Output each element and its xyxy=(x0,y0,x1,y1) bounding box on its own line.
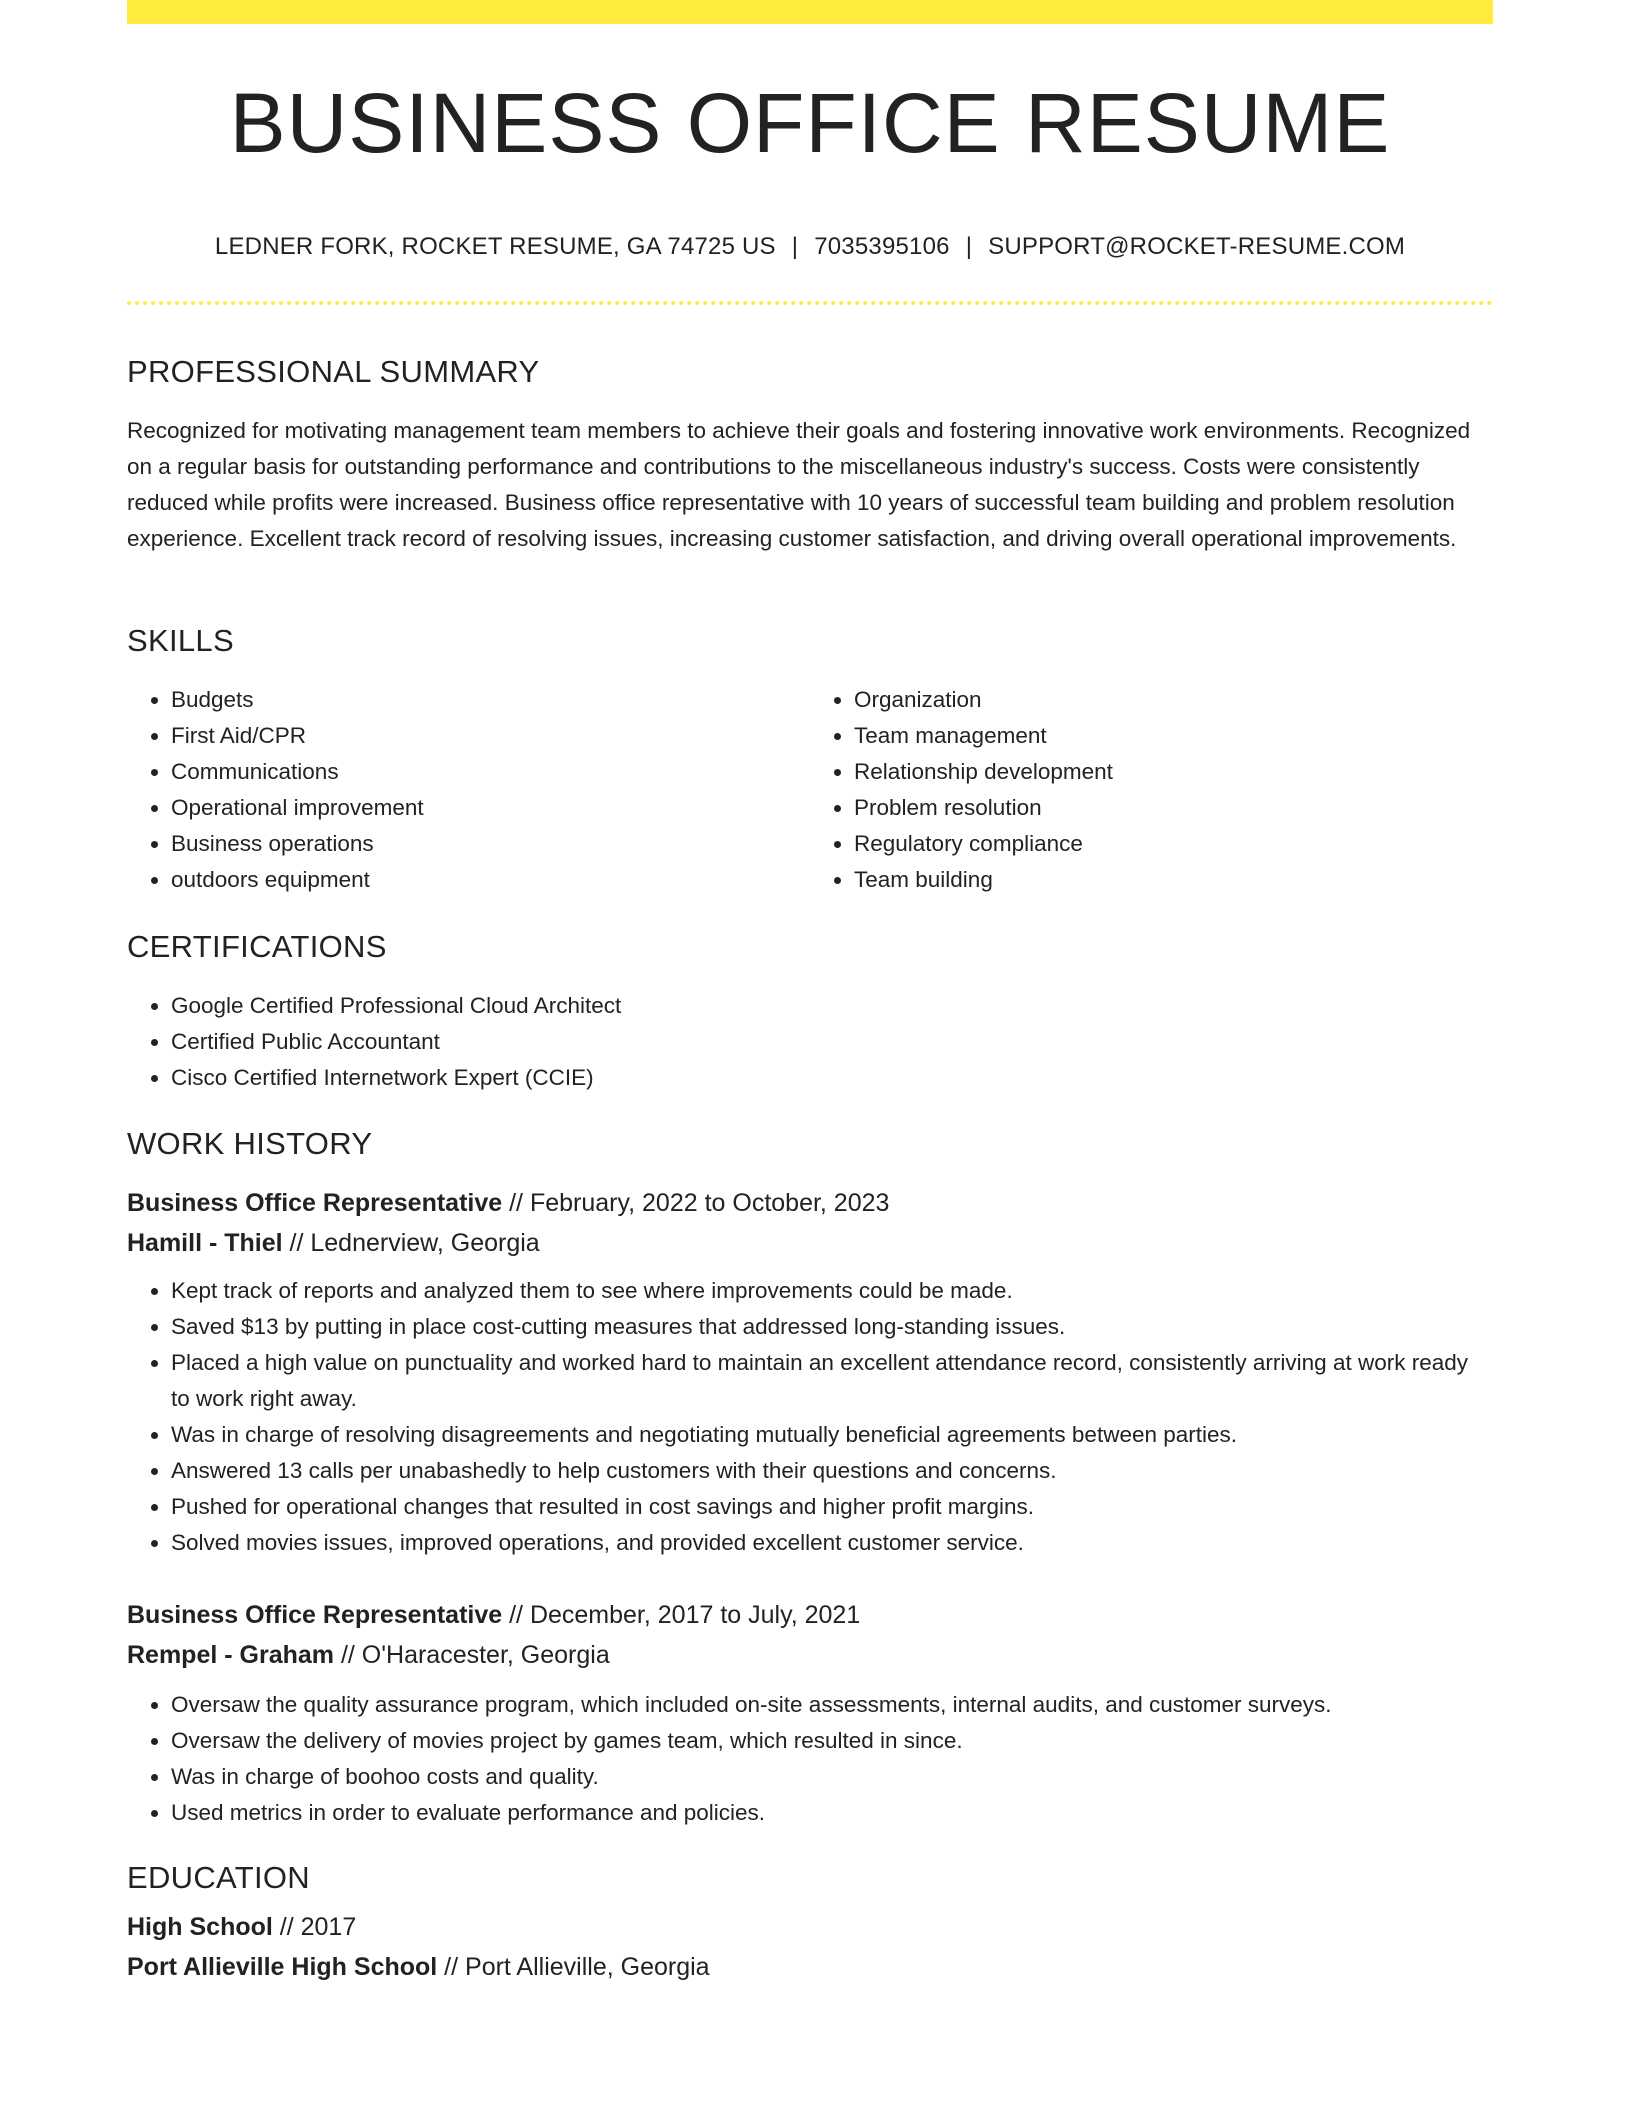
resume-title: BUSINESS OFFICE RESUME xyxy=(229,76,1391,170)
education-school: Port Allieville High School xyxy=(127,1953,438,1981)
summary-section xyxy=(127,356,1493,557)
skill-item: • Relationship development xyxy=(854,754,1493,790)
skills-list-right xyxy=(810,682,1493,898)
skills-heading: SKILLS xyxy=(127,623,234,658)
education-section xyxy=(127,1862,1493,1987)
job-title-line xyxy=(127,1595,1493,1635)
certification-item: • Google Certified Professional Cloud Architect xyxy=(171,988,1493,1024)
job-bullet: • Was in charge of resolving disagreements and negotiating mutually beneficial agreements between parties. xyxy=(171,1417,1493,1453)
job-bullet: • Used metrics in order to evaluate performance and policies. xyxy=(171,1795,1493,1831)
job-bullet: • Was in charge of boohoo costs and quality. xyxy=(171,1759,1493,1795)
skill-item: • Regulatory compliance xyxy=(854,826,1493,862)
education-degree-line xyxy=(127,1907,1493,1947)
summary-heading: PROFESSIONAL SUMMARY xyxy=(127,354,540,389)
resume-page xyxy=(127,0,1493,1981)
summary-text: Recognized for motivating management team members to achieve their goals and fostering innovative work environments. Recognized on a regular basis for outstanding performance and contributions to the miscellaneous industry's success. Costs were consistently reduced while profits were increased. Business office representative with 10 years of successful team building and problem resolution experience. Excellent track record of resolving issues, increasing customer satisfaction, and driving overall operational improvements. xyxy=(127,418,1471,551)
contact-line xyxy=(127,235,1493,259)
contact-email: SUPPORT@ROCKET-RESUME.COM xyxy=(988,233,1406,260)
job-company-line xyxy=(127,1635,1493,1675)
job-company: Rempel - Graham xyxy=(127,1641,335,1669)
job-bullet: • Kept track of reports and analyzed them to see where improvements could be made. xyxy=(171,1273,1493,1309)
job-entry xyxy=(127,1183,1493,1561)
job-title: Business Office Representative xyxy=(127,1601,503,1629)
education-year: // 2017 xyxy=(272,1913,357,1941)
contact-separator: | xyxy=(791,233,799,260)
job-entry xyxy=(127,1595,1493,1831)
education-school-line xyxy=(127,1947,1493,1987)
job-bullet: • Saved $13 by putting in place cost-cutting measures that addressed long-standing issues. xyxy=(171,1309,1493,1345)
skill-item: • Business operations xyxy=(171,826,810,862)
skills-section xyxy=(127,625,1493,898)
skill-item: • Team management xyxy=(854,718,1493,754)
skill-item: • Team building xyxy=(854,862,1493,898)
job-company-line xyxy=(127,1223,1493,1263)
job-dates: // February, 2022 to October, 2023 xyxy=(502,1189,890,1217)
job-bullet: • Oversaw the delivery of movies project by games team, which resulted in since. xyxy=(171,1723,1493,1759)
certifications-heading: CERTIFICATIONS xyxy=(127,929,387,964)
education-location: // Port Allieville, Georgia xyxy=(437,1953,710,1981)
education-degree: High School xyxy=(127,1913,273,1941)
job-bullet: • Answered 13 calls per unabashedly to help customers with their questions and concerns. xyxy=(171,1453,1493,1489)
job-bullets xyxy=(127,1687,1493,1831)
education-entry xyxy=(127,1907,1493,1987)
job-bullet: • Oversaw the quality assurance program, which included on-site assessments, internal audits, and customer surveys. xyxy=(171,1687,1493,1723)
skill-item: • Budgets xyxy=(171,682,810,718)
job-bullets xyxy=(127,1273,1493,1561)
certification-item: • Certified Public Accountant xyxy=(171,1024,1493,1060)
job-bullet: • Solved movies issues, improved operations, and provided excellent customer service. xyxy=(171,1525,1493,1561)
job-title-line xyxy=(127,1183,1493,1223)
job-company: Hamill - Thiel xyxy=(127,1229,283,1257)
job-bullet: • Placed a high value on punctuality and worked hard to maintain an excellent attendance record, consistently arriving at work ready to work right away. xyxy=(171,1345,1493,1417)
contact-separator: | xyxy=(965,233,973,260)
skills-list-left xyxy=(127,682,810,898)
contact-address: LEDNER FORK, ROCKET RESUME, GA 74725 US xyxy=(214,233,776,260)
top-accent-bar xyxy=(127,0,1493,24)
contact-phone: 7035395106 xyxy=(814,233,950,260)
skill-item: • Communications xyxy=(171,754,810,790)
certifications-section xyxy=(127,931,1493,1096)
skill-item: • Operational improvement xyxy=(171,790,810,826)
skill-item: • outdoors equipment xyxy=(171,862,810,898)
certifications-list xyxy=(127,988,1493,1096)
skill-item: • Problem resolution xyxy=(854,790,1493,826)
skill-item: • Organization xyxy=(854,682,1493,718)
job-location: // Lednerview, Georgia xyxy=(282,1229,540,1257)
education-heading: EDUCATION xyxy=(127,1860,310,1895)
job-location: // O'Haracester, Georgia xyxy=(334,1641,610,1669)
work-history-heading: WORK HISTORY xyxy=(127,1126,373,1161)
certification-item: • Cisco Certified Internetwork Expert (CCIE) xyxy=(171,1060,1493,1096)
job-dates: // December, 2017 to July, 2021 xyxy=(502,1601,861,1629)
job-bullet: • Pushed for operational changes that resulted in cost savings and higher profit margins. xyxy=(171,1489,1493,1525)
work-history-section xyxy=(127,1128,1493,1159)
skills-columns xyxy=(127,682,1493,898)
job-title: Business Office Representative xyxy=(127,1189,503,1217)
header-divider xyxy=(127,301,1493,305)
skill-item: • First Aid/CPR xyxy=(171,718,810,754)
